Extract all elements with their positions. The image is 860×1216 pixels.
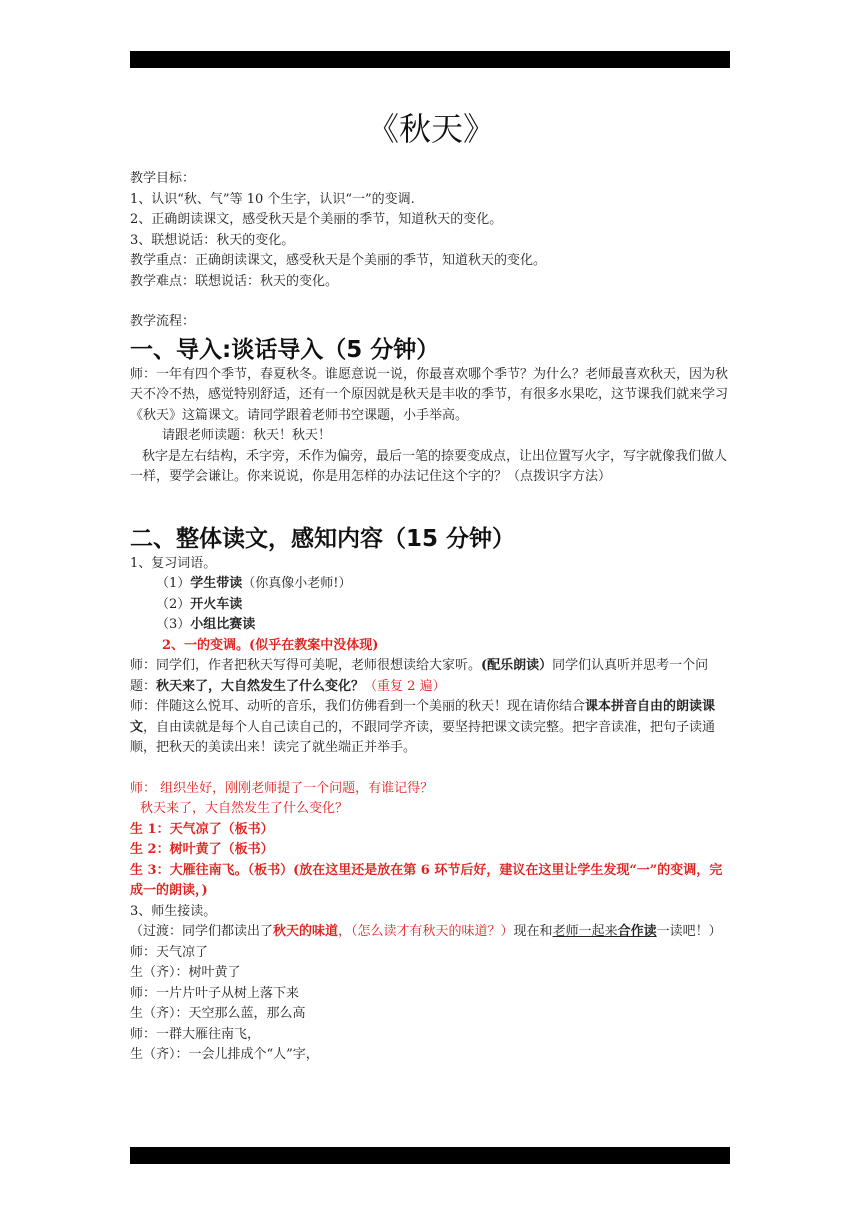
objective-item: 3、联想说话：秋天的变化。 bbox=[130, 232, 295, 248]
dialogue-line: 生（齐）：一会儿排成个“人”字， bbox=[130, 1047, 319, 1062]
review-item: （1）学生带读（你真像小老师!） bbox=[156, 576, 352, 591]
item3-heading: 3、师生接读。 bbox=[130, 903, 217, 919]
dialogue-line: 生（齐）：天空那么蓝，那么高 bbox=[130, 1006, 306, 1021]
section1-heading: 一、导入:谈话导入（5 分钟） bbox=[130, 336, 440, 363]
free-reading-paragraph: 师：伴随这么悦耳、动听的音乐，我们仿佛看到一个美丽的秋天！现在请你结合课本拼音自由的朗读课文，自由读就是每个人自己读自己的，不跟同学齐读，要坚持把课文读完整。把字音读准，把句子读通顺，把秋天的美读出来！读完了就坐端正并举手。 bbox=[130, 699, 716, 755]
page-title: 《秋天》 bbox=[366, 110, 495, 148]
flow-heading: 教学流程： bbox=[130, 314, 196, 329]
teacher-question-repeat: 秋天来了，大自然发生了什么变化？ bbox=[140, 801, 349, 816]
objective-item: 1、认识“秋、气”等 10 个生字，认识“一”的变调. bbox=[130, 191, 415, 207]
teaching-difficulty: 教学难点：联想说话：秋天的变化。 bbox=[130, 273, 339, 289]
teacher-question: 师： 组织坐好，刚刚老师提了一个问题，有谁记得？ bbox=[130, 780, 434, 796]
dialogue-line: 师：一群大雁往南飞， bbox=[130, 1026, 261, 1042]
student-answer-2: 生 2：树叶黄了（板书） bbox=[130, 842, 274, 857]
dialogue-line: 生（齐）：树叶黄了 bbox=[130, 965, 241, 980]
section2-heading: 二、整体读文，感知内容（15 分钟） bbox=[130, 525, 516, 552]
header-rule bbox=[130, 51, 730, 68]
document-body bbox=[130, 104, 732, 1066]
review-heading: 1、复习词语。 bbox=[130, 555, 217, 571]
student-answer-1: 生 1：天气凉了（板书） bbox=[130, 821, 274, 837]
teaching-focus: 教学重点：正确朗读课文，感受秋天是个美丽的季节，知道秋天的变化。 bbox=[130, 253, 547, 268]
student-answer-3: 生 3：大雁往南飞。（板书）(放在这里还是放在第 6 环节后好，建议在这里让学生发现“一”的变调，完成一的朗读，) bbox=[130, 862, 723, 898]
dialogue-line: 师：一片片叶子从树上落下来 bbox=[130, 985, 300, 1001]
section1-character-paragraph: 秋字是左右结构，禾字旁，禾作为偏旁，最后一笔的捺要变成点，让出位置写火字，写字就像我们做人一样，要学会谦让。你来说说，你是用怎样的办法记住这个字的？（点拨识字方法） bbox=[130, 448, 728, 484]
section1-read-title: 请跟老师读题：秋天！秋天！ bbox=[162, 428, 332, 443]
review-item: （2）开火车读 bbox=[156, 596, 243, 612]
reading-intro-paragraph: 师：同学们，作者把秋天写得可美呢，老师很想读给大家听。(配乐朗读）同学们认真听并思考一个问题：秋天来了，大自然发生了什么变化？（重复 2 遍） bbox=[130, 658, 709, 694]
section1-teacher-paragraph: 师：一年有四个季节，春夏秋冬。谁愿意说一说，你最喜欢哪个季节？为什么？老师最喜欢秋天，因为秋天不冷不热，感觉特别舒适，还有一个原因就是秋天是丰收的季节，有很多水果吃，这节课我们就来学习《秋天》这篇课文。请同学跟着老师书空课题，小手举高。 bbox=[130, 366, 729, 423]
transition-paragraph: （过渡：同学们都读出了秋天的味道，（怎么读才有秋天的味道？）现在和老师一起来合作读一读吧！） bbox=[130, 924, 722, 939]
objectives-heading: 教学目标： bbox=[130, 171, 196, 186]
footer-rule bbox=[130, 1147, 730, 1164]
tone-change-note: 2、一的变调。(似乎在教案中没体现) bbox=[162, 637, 379, 653]
objective-item: 2、正确朗读课文，感受秋天是个美丽的季节，知道秋天的变化。 bbox=[130, 212, 503, 227]
dialogue-line: 师：天气凉了 bbox=[130, 944, 209, 960]
review-item: （3）小组比赛读 bbox=[156, 617, 256, 632]
